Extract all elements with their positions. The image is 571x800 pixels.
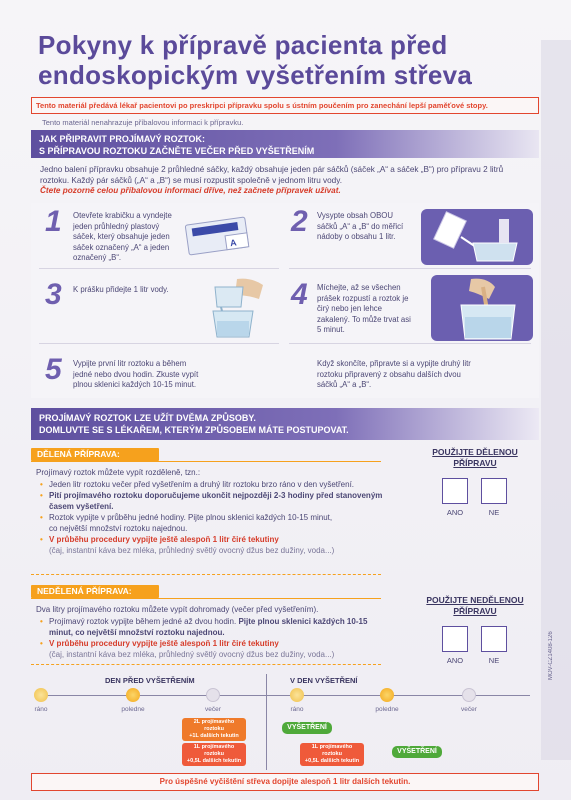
split-use-title [415, 447, 535, 469]
split-morning-dose-pill [300, 743, 364, 766]
nonsplit-use-title-2: PŘÍPRAVU [453, 606, 497, 616]
nonsplit-heading: NEDĚLENÁ PŘÍPRAVA: [31, 585, 159, 598]
step-3-number: 3 [45, 278, 62, 311]
split-no-label: NE [488, 508, 500, 517]
split-item-4-text: V průběhu procedury vypijte ještě alespoň 1 litr čiré tekutiny [49, 535, 279, 544]
final-notice: Pro úspěšné vyčištění střeva dopijte alespoň 1 litr dalších tekutin. [31, 773, 539, 791]
split-item-3 [40, 512, 390, 534]
nonsplit-yes-checkbox[interactable] [442, 626, 468, 652]
nonsplit-item-1 [40, 616, 380, 638]
pouring-powder-illustration [421, 209, 533, 265]
methods-banner-line1: PROJÍMAVÝ ROZTOK LZE UŽÍT DVĚMA ZPŮSOBY. [39, 413, 256, 423]
nonsplit-list [40, 616, 380, 660]
sachet-illustration [181, 215, 261, 259]
split-morning-dose-pill-1: 1L projímavého roztoku [311, 744, 353, 757]
split-no-checkbox[interactable] [481, 478, 507, 504]
disclaimer-note: Tento materiál nenahrazuje příbalovou informaci k přípravku. [42, 118, 244, 127]
split-heading: DĚLENÁ PŘÍPRAVA: [31, 448, 159, 461]
timeline-label: ráno [34, 706, 48, 713]
steps-divider [289, 268, 531, 269]
page-title: Pokyny k přípravě pacienta před endoskopickým vyšetřením střeva [38, 30, 473, 90]
split-yes-label: ANO [446, 508, 464, 517]
nonsplit-item-2-text: V průběhu procedury vypijte ještě alespoň 1 litr čiré tekutiny [49, 639, 279, 648]
methods-banner [31, 408, 539, 440]
split-item-2: • Pití projímavého roztoku doporučujeme ukončit nejpozději 2-3 hodiny před stanoveným časem vyšetření. [40, 490, 390, 512]
nonsplit-lead: Dva litry projímavého roztoku můžete vypít dohromady (večer před vyšetřením). [36, 605, 319, 614]
split-use-title-2: PŘÍPRAVU [453, 458, 497, 468]
timeline-day-separator [266, 674, 267, 770]
nonsplit-dose-pill [182, 718, 246, 741]
split-evening-dose-pill-2: +0,5L dalších tekutin [186, 758, 242, 764]
nonsplit-dose-pill-2: +1L dalších tekutin [189, 733, 239, 739]
noon-sun-icon [126, 688, 140, 702]
methods-banner-line2: DOMLUVTE SE S LÉKAŘEM, KTERÝM ZPŮSOBEM MÁTE POSTUPOVAT. [39, 425, 349, 435]
split-heading-line [31, 461, 381, 462]
split-bottom-line [31, 574, 381, 575]
split-list [40, 479, 390, 556]
step-6-text: Když skončíte, připravte si a vypijte druhý litr roztoku připravený z obsahu dalších dvou sáčků „A“ a „B“. [317, 359, 471, 389]
step-3-text: K prášku přidejte 1 litr vody. [73, 285, 169, 294]
split-item-1: • Jeden litr roztoku večer před vyšetřením a druhý litr roztoku brzo ráno v den vyšetření. [40, 479, 390, 490]
split-item-4-sub: (čaj, instantní káva bez mléka, průhledný světlý ovocný džus bez dužiny, voda...) [49, 546, 335, 555]
split-evening-dose-pill [182, 743, 246, 766]
timeline-day-before: DEN PŘED VYŠETŘENÍM [105, 676, 195, 685]
morning-sun-icon [290, 688, 304, 702]
steps-divider [39, 343, 279, 344]
exam-badge: VYŠETŘENÍ [392, 746, 442, 758]
intro-text: Jedno balení přípravku obsahuje 2 průhledné sáčky, každý obsahuje jeden pár sáčků (sáček „A“ a sáček „B“) pro přípravu 2 litrů roztoku. Každý pár sáčků („A“ a „B“) se musí rozpustit společně v jednom litru vody. [40, 165, 504, 185]
nonsplit-item-2-sub: (čaj, instantní káva bez mléka, průhledný světlý ovocný džus bez dužiny, voda...) [49, 650, 335, 659]
nonsplit-no-checkbox[interactable] [481, 626, 507, 652]
steps-divider [39, 268, 279, 269]
nonsplit-no-label: NE [488, 656, 500, 665]
svg-text:A: A [229, 237, 238, 249]
nonsplit-item-1-text: Projímavý roztok vypijte během jedné až dvou hodin. [49, 617, 237, 626]
timeline-label: ráno [290, 706, 304, 713]
evening-moon-icon [206, 688, 220, 702]
step-4-number: 4 [291, 278, 308, 311]
split-item-3-text: Roztok vypijte v průběhu jedné hodiny. Pijte plnou sklenici každých 10-15 minut, [49, 513, 333, 522]
step-2-text: Vysypte obsah OBOU sáčků „A“ a „B“ do měřicí nádoby o obsahu 1 litr. [317, 211, 404, 241]
timeline-label: večer [205, 706, 221, 713]
timeline-label: poledne [375, 706, 399, 713]
step-1-text: Otevřete krabičku a vyndejte jeden průhledný plastový sáček, který obsahuje jeden sáček označený „A“ a jeden označený „B“. [73, 211, 172, 262]
nonsplit-heading-line [31, 598, 381, 599]
preparation-banner-line2: S PŘÍPRAVOU ROZTOKU ZAČNĚTE VEČER PŘED VYŠETŘENÍM [39, 146, 315, 156]
split-use-title-1: POUŽIJTE DĚLENOU [432, 447, 518, 457]
nonsplit-yes-label: ANO [446, 656, 464, 665]
nonsplit-use-title [410, 595, 540, 617]
timeline-label: večer [461, 706, 477, 713]
steps-divider [289, 343, 531, 344]
step-5-text: Vypijte první litr roztoku a během jedné nebo dvou hodin. Zkuste vypít plnou sklenici každých 10-15 minut. [73, 359, 199, 389]
preparation-banner-line1: JAK PŘIPRAVIT PROJÍMAVÝ ROZTOK: [39, 134, 206, 144]
nonsplit-item-1-bold: Pijte plnou sklenici každých 10-15 minut, co největší množství roztoku najednou. [49, 617, 368, 637]
step-2-number: 2 [291, 205, 308, 238]
nonsplit-dose-pill-1: 2L projímavého roztoku [193, 719, 235, 732]
exam-badge: VYŠETŘENÍ [282, 722, 332, 734]
split-evening-dose-pill-1: 1L projímavého roztoku [193, 744, 235, 757]
stirring-illustration [431, 275, 533, 341]
evening-moon-icon [462, 688, 476, 702]
nonsplit-item-2 [40, 638, 380, 660]
noon-sun-icon [380, 688, 394, 702]
step-4-text: Míchejte, až se všechen prášek rozpustí a roztok je čirý nebo jen lehce zakalený. To může trvat asi 5 minut. [317, 283, 411, 334]
step-1-number: 1 [45, 205, 62, 238]
nonsplit-use-title-1: POUŽIJTE NEDĚLENOU [426, 595, 524, 605]
morning-sun-icon [34, 688, 48, 702]
split-yes-checkbox[interactable] [442, 478, 468, 504]
split-morning-dose-pill-2: +0,5L dalších tekutin [304, 758, 360, 764]
document-code: MOV-CZ1408-126 [548, 631, 554, 680]
split-item-4 [40, 534, 390, 556]
preparation-banner [31, 130, 539, 158]
adding-water-illustration [207, 277, 277, 339]
nonsplit-bottom-line [31, 664, 381, 665]
split-item-3-text-cont: co největší množství roztoku najednou. [49, 524, 188, 533]
red-notice: Tento materiál předává lékař pacientovi po preskripci přípravku spolu s ústním poučením pro zanechání lepší paměťové stopy. [31, 97, 539, 114]
split-lead: Projímavý roztok můžete vypít rozděleně, tzn.: [36, 468, 201, 477]
steps-panel [31, 203, 539, 398]
timeline-label: poledne [121, 706, 145, 713]
intro-warning: Čtete pozorně celou příbalovou informaci dříve, než začnete přípravek užívat. [40, 186, 341, 195]
timeline-day-of: V DEN VYŠETŘENÍ [290, 676, 358, 685]
step-5-number: 5 [45, 353, 62, 386]
timeline-axis [40, 695, 530, 696]
